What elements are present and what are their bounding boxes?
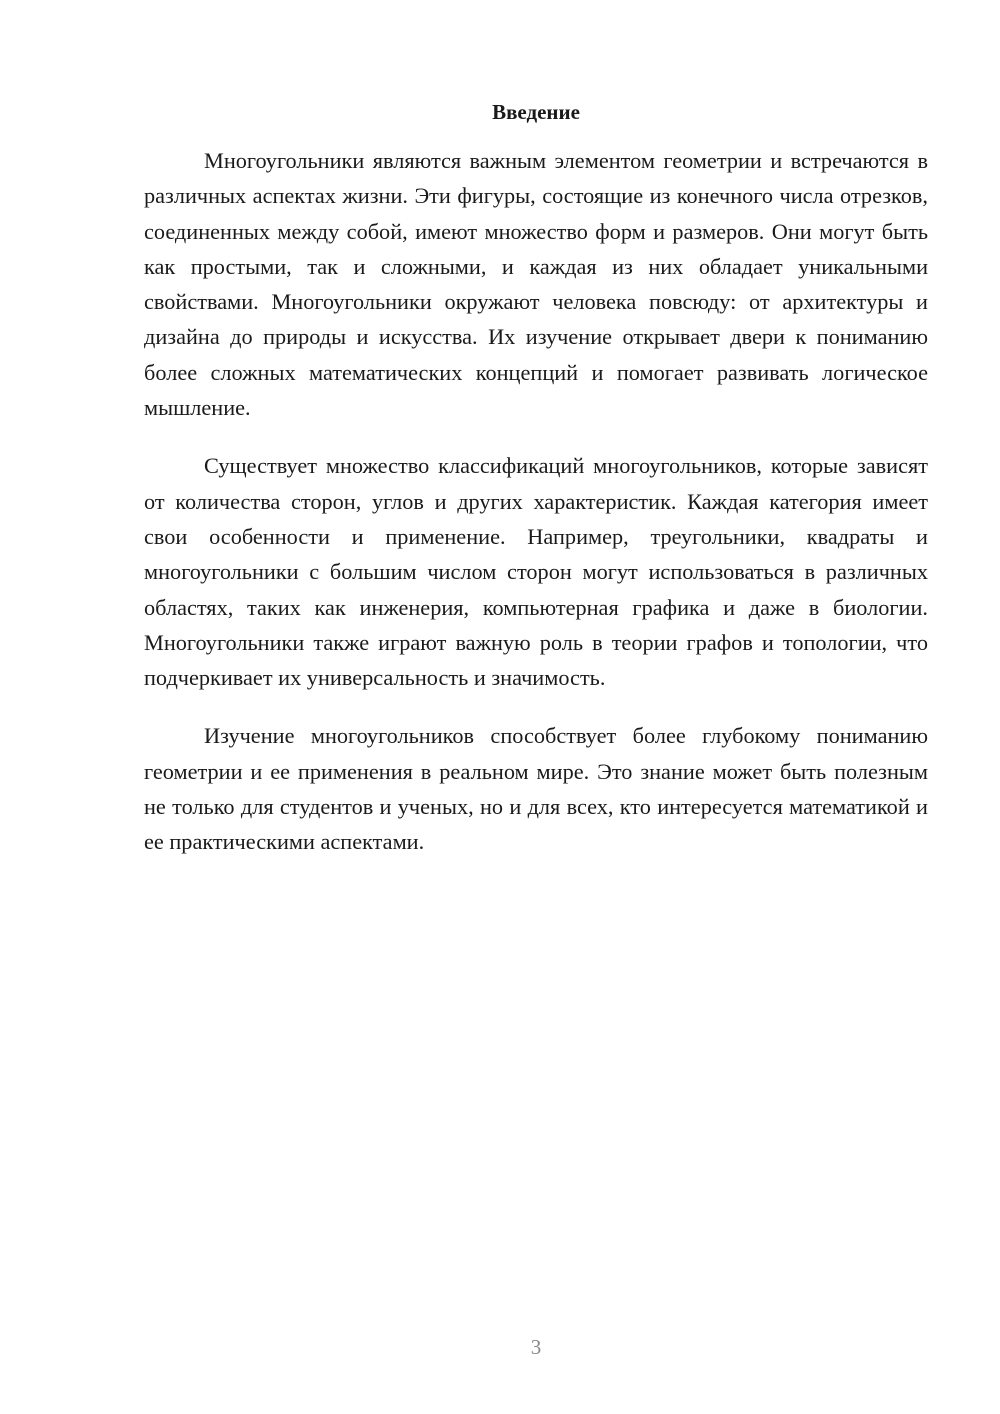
paragraph-2: Существует множество классификаций многоугольников, которые зависят от количества сторон, углов и других характеристик. Каждая категория имеет свои особенности и применение. Например, треугольники, квадраты и многоугольники с большим числом сторон могут использоваться в различных областях, таких как инженерия, компьютерная графика и даже в биологии. Многоугольники также играют важную роль в теории графов и топологии, что подчеркивает их универсальность и значимость. [144, 453, 928, 691]
section-title: Введение [492, 100, 580, 124]
paragraph-3: Изучение многоугольников способствует более глубокому пониманию геометрии и ее применения в реальном мире. Это знание может быть полезным не только для студентов и ученых, но и для всех, кто интересуется математикой и ее практическими аспектами. [144, 723, 928, 855]
page-number: 3 [530, 1335, 542, 1359]
paragraph-1: Многоугольники являются важным элементом геометрии и встречаются в различных аспектах жизни. Эти фигуры, состоящие из конечного числа отрезков, соединенных между собой, имеют множество форм и размеров. Они могут быть как простыми, так и сложными, и каждая из них обладает уникальными свойствами. Многоугольники окружают человека повсюду: от архитектуры и дизайна до природы и искусства. Их изучение открывает двери к пониманию более сложных математических концепций и помогает развивать логическое мышление. [144, 148, 928, 421]
body-text [144, 143, 928, 883]
